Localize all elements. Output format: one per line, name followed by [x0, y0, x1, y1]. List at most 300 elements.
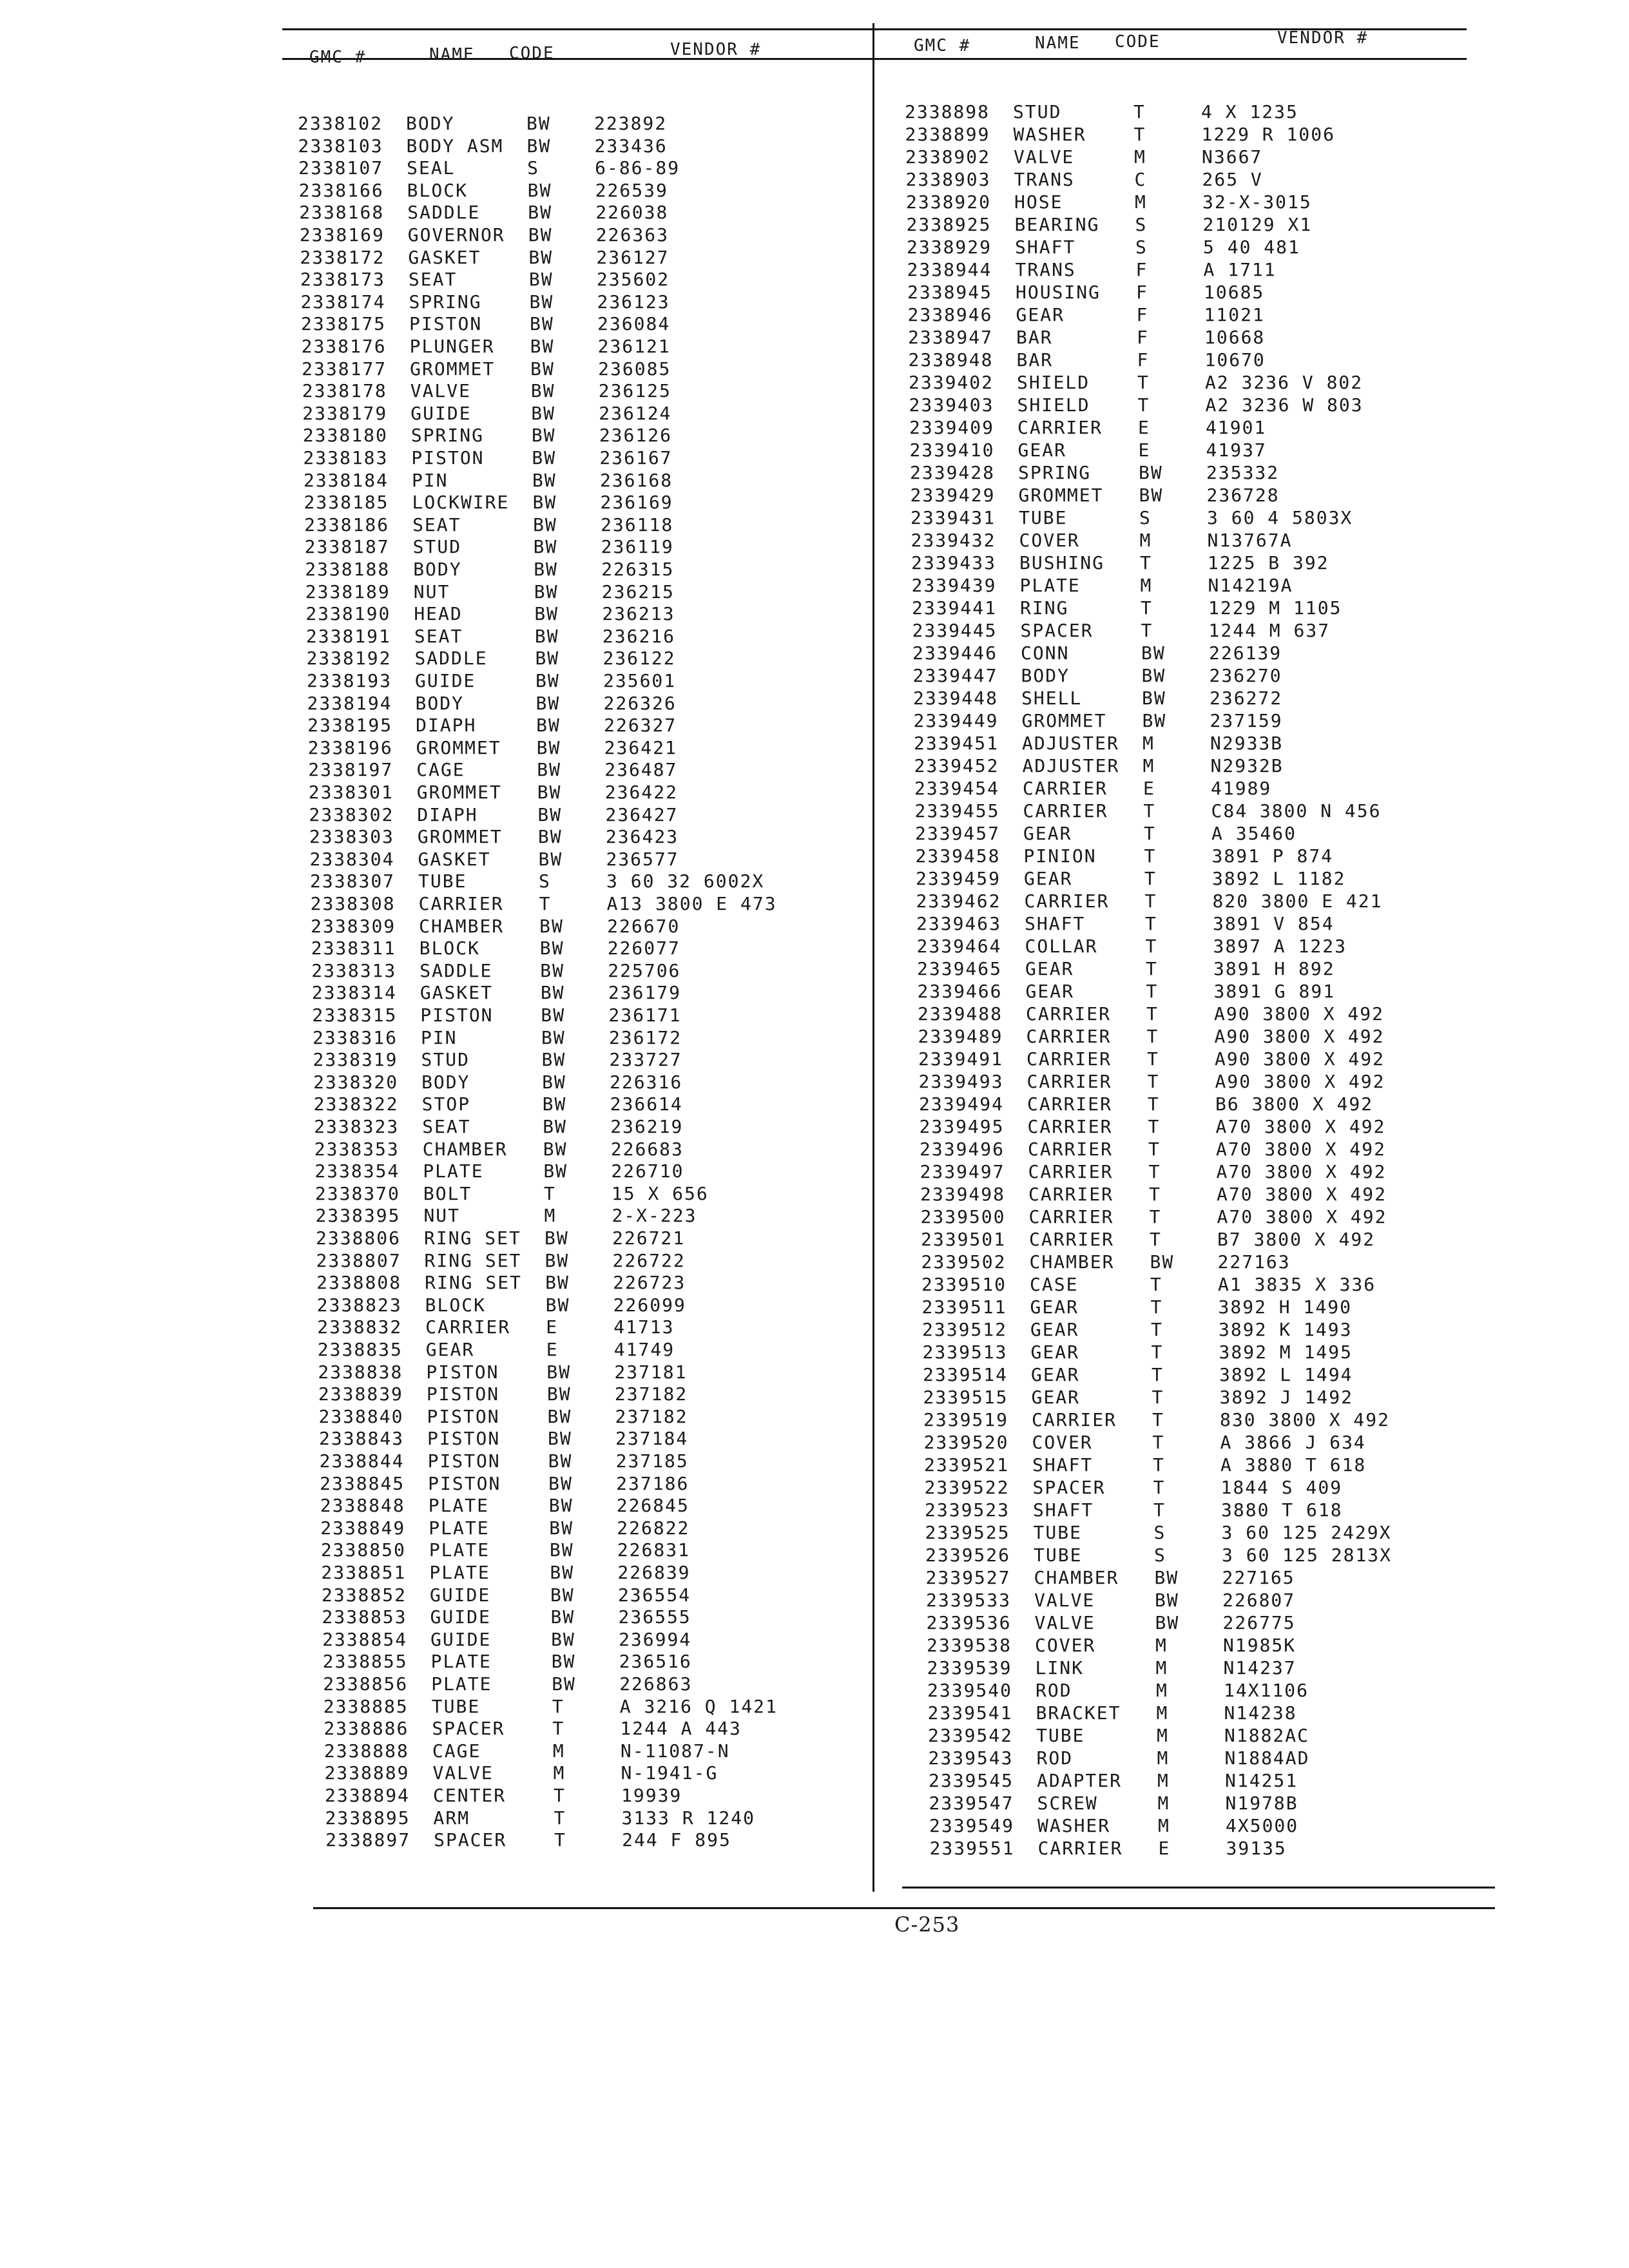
- vendor-code: M: [1134, 146, 1146, 168]
- vendor-number: A90 3800 X 492: [1214, 1026, 1385, 1047]
- vendor-number: 227163: [1217, 1251, 1291, 1273]
- vendor-code: E: [1138, 439, 1151, 461]
- gmc-number: 2338894: [325, 1785, 410, 1806]
- part-name: PISTON: [427, 1405, 500, 1427]
- part-name: BOLT: [423, 1182, 472, 1204]
- gmc-number: 2339458: [915, 845, 1001, 867]
- part-name: CHAMBER: [422, 1138, 508, 1160]
- gmc-number: 2339497: [920, 1161, 1005, 1182]
- vendor-code: BW: [543, 1160, 568, 1182]
- gmc-number: 2338395: [315, 1205, 401, 1227]
- part-name: SHAFT: [1033, 1499, 1094, 1521]
- part-name: RING SET: [425, 1272, 522, 1294]
- part-name: PINION: [1023, 845, 1097, 867]
- vendor-code: BW: [545, 1272, 570, 1294]
- vendor-code: BW: [532, 492, 557, 514]
- vendor-number: 226839: [617, 1562, 691, 1583]
- part-name: TUBE: [1033, 1522, 1082, 1543]
- vendor-code: BW: [552, 1673, 576, 1695]
- vendor-number: 1229 M 1105: [1208, 597, 1342, 619]
- vendor-number: 3892 L 1182: [1212, 868, 1346, 889]
- vendor-number: 39135: [1226, 1838, 1287, 1859]
- vendor-code: E: [1158, 1838, 1171, 1859]
- gmc-number: 2338889: [324, 1762, 410, 1784]
- vendor-code: BW: [530, 380, 555, 402]
- vendor-number: 210129 X1: [1202, 214, 1313, 235]
- vendor-number: 237184: [615, 1428, 689, 1450]
- gmc-number: 2338180: [302, 425, 388, 447]
- part-name: CARRIER: [1023, 800, 1108, 822]
- vendor-number: 3891 V 854: [1213, 913, 1335, 934]
- part-name: PISTON: [427, 1450, 501, 1472]
- vendor-number: 236219: [610, 1116, 684, 1137]
- gmc-number: 2339515: [923, 1387, 1008, 1408]
- part-name: GUIDE: [410, 402, 472, 424]
- gmc-number: 2338304: [309, 848, 395, 870]
- gmc-number: 2339496: [920, 1139, 1005, 1160]
- gmc-number: 2338948: [908, 349, 994, 370]
- part-name: CARRIER: [1028, 1206, 1114, 1227]
- vendor-number: 236216: [602, 625, 676, 647]
- part-name: CARRIER: [1037, 1838, 1123, 1859]
- gmc-number: 2338839: [318, 1383, 403, 1405]
- vendor-number: 4 X 1235: [1201, 101, 1298, 122]
- vendor-code: BW: [537, 803, 563, 825]
- gmc-number: 2339542: [928, 1725, 1014, 1746]
- vendor-code: BW: [547, 1405, 572, 1427]
- gmc-number: 2338316: [312, 1026, 398, 1048]
- vendor-code: BW: [528, 269, 554, 291]
- vendor-code: M: [1142, 755, 1155, 776]
- vendor-number: N1985K: [1223, 1635, 1296, 1656]
- part-name: PISTON: [426, 1361, 499, 1383]
- part-name: CARRIER: [1028, 1161, 1113, 1182]
- vendor-number: 236487: [604, 759, 678, 781]
- vendor-code: T: [1145, 936, 1158, 957]
- gmc-number: 2338189: [305, 581, 390, 602]
- vendor-code: T: [1148, 1161, 1161, 1182]
- vendor-code: T: [1149, 1206, 1162, 1227]
- vendor-code: T: [554, 1807, 566, 1829]
- gmc-number: 2339457: [915, 823, 1001, 844]
- gmc-number: 2338168: [299, 202, 385, 224]
- vendor-code: S: [1154, 1544, 1166, 1566]
- vendor-number: A 1711: [1203, 259, 1277, 280]
- vendor-number: 226822: [617, 1517, 690, 1539]
- part-name: GEAR: [1025, 981, 1074, 1002]
- part-name: PISTON: [409, 313, 483, 335]
- vendor-code: M: [553, 1762, 566, 1784]
- vendor-code: T: [1150, 1229, 1162, 1250]
- gmc-number: 2338840: [318, 1405, 404, 1427]
- part-name: GUIDE: [429, 1584, 491, 1606]
- gmc-number: 2338323: [314, 1116, 400, 1137]
- gmc-number: 2338806: [316, 1227, 401, 1249]
- vendor-code: F: [1136, 282, 1148, 303]
- vendor-number: 14X1106: [1224, 1680, 1309, 1701]
- part-name: STOP: [421, 1093, 471, 1115]
- gmc-number: 2338851: [321, 1562, 407, 1583]
- gmc-number: 2339429: [910, 485, 996, 506]
- vendor-code: BW: [528, 224, 553, 245]
- vendor-code: E: [1138, 417, 1150, 438]
- gmc-number: 2338322: [313, 1093, 399, 1115]
- gmc-number: 2338832: [317, 1316, 403, 1338]
- vendor-code: BW: [549, 1539, 574, 1561]
- vendor-number: 236577: [606, 848, 679, 870]
- gmc-number: 2338309: [311, 915, 396, 937]
- vendor-number: 15 X 656: [611, 1182, 709, 1204]
- vendor-code: BW: [542, 1093, 567, 1115]
- part-name: CARRIER: [1029, 1229, 1115, 1250]
- vendor-number: N-1941-G: [621, 1762, 718, 1784]
- vendor-number: 3880 T 618: [1221, 1499, 1343, 1521]
- part-name: SADDLE: [407, 202, 481, 224]
- part-name: STUD: [421, 1049, 470, 1071]
- vendor-code: BW: [542, 1071, 566, 1093]
- gmc-number: 2339502: [921, 1251, 1007, 1273]
- part-name: GROMMET: [416, 782, 502, 803]
- part-name: BODY: [415, 692, 464, 714]
- gmc-number: 2338838: [318, 1361, 403, 1383]
- vendor-number: 225706: [608, 959, 681, 981]
- vendor-number: 2-X-223: [612, 1205, 697, 1227]
- part-name: SPACER: [434, 1829, 507, 1851]
- gmc-number: 2339513: [922, 1341, 1008, 1363]
- vendor-code: T: [1150, 1296, 1163, 1318]
- part-name: BEARING: [1014, 214, 1100, 235]
- gmc-number: 2339500: [920, 1206, 1006, 1227]
- vendor-code: BW: [532, 469, 557, 491]
- part-name: PISTON: [427, 1428, 501, 1450]
- vendor-code: BW: [540, 982, 565, 1004]
- vendor-code: S: [527, 157, 539, 179]
- vendor-number: A1 3835 X 336: [1218, 1274, 1376, 1295]
- vendor-code: BW: [532, 447, 557, 468]
- vendor-number: 1844 S 409: [1220, 1477, 1343, 1498]
- vendor-number: 226670: [607, 915, 680, 937]
- vendor-code: BW: [526, 113, 551, 134]
- vendor-code: BW: [548, 1472, 573, 1494]
- vendor-number: 236427: [605, 803, 679, 825]
- vendor-number: 236179: [608, 982, 681, 1004]
- vendor-code: BW: [543, 1138, 568, 1160]
- part-name: COVER: [1019, 530, 1080, 551]
- vendor-number: 226721: [612, 1227, 686, 1249]
- vendor-code: T: [1147, 1071, 1160, 1092]
- part-name: CENTER: [433, 1785, 506, 1806]
- part-name: SEAT: [422, 1116, 471, 1137]
- part-name: TUBE: [1019, 507, 1068, 528]
- gmc-number: 2339540: [927, 1680, 1013, 1701]
- part-name: CARRIER: [425, 1316, 511, 1338]
- gmc-number: 2339551: [929, 1838, 1015, 1859]
- gmc-number: 2338807: [316, 1249, 401, 1271]
- gmc-number: 2339522: [924, 1477, 1010, 1498]
- vendor-number: 226327: [604, 715, 677, 736]
- part-name: GROMMET: [410, 358, 496, 380]
- gmc-number: 2338191: [305, 625, 391, 647]
- vendor-number: 236169: [600, 492, 673, 514]
- part-name: BODY: [421, 1071, 470, 1093]
- part-name: SHAFT: [1015, 236, 1076, 258]
- gmc-number: 2338175: [301, 313, 387, 335]
- vendor-number: 227165: [1222, 1567, 1295, 1588]
- left-header-name: NAME: [429, 45, 475, 64]
- part-name: PISTON: [426, 1383, 500, 1405]
- vendor-code: T: [1150, 1274, 1162, 1295]
- part-name: CARRIER: [1027, 1048, 1112, 1070]
- vendor-code: T: [554, 1785, 566, 1806]
- part-name: CARRIER: [1028, 1184, 1114, 1205]
- part-name: PISTON: [428, 1472, 501, 1494]
- vendor-number: 236516: [619, 1651, 692, 1673]
- gmc-number: 2338194: [307, 692, 392, 714]
- part-name: GROMMET: [1018, 485, 1104, 506]
- gmc-number: 2339466: [917, 981, 1003, 1002]
- vendor-number: 236555: [618, 1606, 691, 1628]
- vendor-number: 19939: [621, 1785, 682, 1806]
- vendor-number: 237159: [1210, 710, 1283, 731]
- vendor-code: BW: [535, 670, 560, 691]
- part-name: RING SET: [424, 1227, 521, 1249]
- vendor-number: N2933B: [1210, 733, 1284, 754]
- vendor-number: N1978B: [1225, 1792, 1298, 1814]
- gmc-number: 2338169: [299, 224, 385, 245]
- part-name: CARRIER: [1026, 1003, 1112, 1024]
- vendor-code: T: [1144, 890, 1157, 912]
- vendor-code: T: [552, 1718, 565, 1740]
- gmc-number: 2338856: [323, 1673, 409, 1695]
- vendor-number: 235332: [1206, 462, 1280, 483]
- part-name: GROMMET: [416, 736, 501, 758]
- vendor-number: N1884AD: [1224, 1747, 1310, 1769]
- gmc-number: 2339538: [927, 1635, 1012, 1656]
- vendor-code: BW: [1155, 1590, 1179, 1611]
- vendor-code: E: [546, 1316, 559, 1338]
- vendor-code: E: [546, 1339, 559, 1360]
- vendor-code: T: [1143, 800, 1156, 822]
- vendor-number: A13 3800 E 473: [606, 893, 777, 914]
- gmc-number: 2338899: [905, 124, 990, 145]
- vendor-code: M: [1155, 1635, 1168, 1656]
- vendor-number: 3892 J 1492: [1219, 1387, 1353, 1408]
- gmc-number: 2338855: [322, 1651, 408, 1673]
- vendor-code: M: [1155, 1657, 1168, 1678]
- part-name: SPACER: [432, 1718, 505, 1740]
- vendor-number: 820 3800 E 421: [1212, 890, 1383, 912]
- part-name: HEAD: [414, 603, 463, 625]
- part-name: PLATE: [430, 1651, 492, 1673]
- vendor-number: 236085: [598, 358, 671, 380]
- vendor-number: 4X5000: [1226, 1815, 1299, 1836]
- vendor-number: 1244 M 637: [1208, 620, 1331, 641]
- vendor-code: E: [1143, 778, 1155, 799]
- vendor-code: F: [1137, 327, 1149, 348]
- vendor-code: BW: [1141, 642, 1166, 664]
- vendor-number: 226315: [601, 559, 675, 580]
- part-name: BLOCK: [419, 937, 481, 959]
- part-name: GEAR: [1023, 823, 1072, 844]
- vendor-code: M: [1140, 575, 1153, 596]
- gmc-number: 2338172: [300, 246, 385, 268]
- vendor-code: BW: [537, 782, 562, 803]
- part-name: NUT: [413, 581, 450, 602]
- vendor-code: T: [552, 1695, 564, 1717]
- vendor-code: T: [1133, 101, 1146, 122]
- part-name: WASHER: [1037, 1815, 1111, 1836]
- vendor-code: BW: [541, 1004, 566, 1026]
- vendor-code: BW: [534, 559, 558, 580]
- gmc-number: 2339451: [914, 733, 999, 754]
- gmc-number: 2338843: [319, 1428, 405, 1450]
- vendor-code: T: [1151, 1319, 1163, 1340]
- part-name: CARRIER: [418, 893, 504, 914]
- vendor-code: M: [544, 1205, 557, 1227]
- gmc-number: 2338311: [311, 937, 396, 959]
- vendor-code: F: [1137, 349, 1150, 370]
- vendor-number: 236270: [1209, 665, 1282, 686]
- part-name: GEAR: [1031, 1387, 1080, 1408]
- vendor-number: 1229 R 1006: [1201, 124, 1335, 145]
- gmc-number: 2338187: [304, 536, 390, 558]
- vendor-code: BW: [533, 536, 558, 558]
- part-name: DIAPH: [416, 715, 477, 736]
- part-name: RING SET: [424, 1249, 522, 1271]
- vendor-code: T: [1137, 372, 1150, 393]
- right-bottom-rule: [902, 1887, 1495, 1888]
- vendor-code: BW: [534, 603, 559, 625]
- part-name: SEAT: [408, 269, 458, 291]
- part-name: GUIDE: [430, 1628, 492, 1650]
- vendor-code: BW: [535, 692, 561, 714]
- part-name: GEAR: [1017, 439, 1066, 461]
- vendor-number: 236121: [597, 336, 671, 357]
- vendor-number: 1225 B 392: [1208, 552, 1329, 573]
- gmc-number: 2339463: [916, 913, 1002, 934]
- part-name: TUBE: [1034, 1544, 1083, 1566]
- vendor-number: 236215: [601, 581, 675, 602]
- vendor-code: BW: [539, 915, 564, 937]
- vendor-number: 226845: [616, 1495, 689, 1517]
- part-name: BODY: [406, 113, 455, 134]
- vendor-number: 41749: [613, 1339, 675, 1360]
- vendor-code: BW: [528, 202, 552, 224]
- vendor-number: 226139: [1209, 642, 1282, 664]
- vendor-number: 236118: [601, 514, 674, 535]
- vendor-code: M: [1158, 1815, 1170, 1836]
- vendor-code: T: [1152, 1364, 1164, 1385]
- vendor-code: BW: [1155, 1612, 1180, 1633]
- vendor-number: 244 F 895: [622, 1829, 731, 1851]
- gmc-number: 2338320: [313, 1071, 399, 1093]
- part-name: CHAMBER: [419, 915, 505, 937]
- page-number: C-253: [894, 1912, 960, 1937]
- vendor-code: BW: [551, 1651, 576, 1673]
- gmc-number: 2339459: [916, 868, 1001, 889]
- gmc-number: 2339536: [926, 1612, 1012, 1633]
- vendor-code: BW: [537, 759, 561, 781]
- vendor-number: 237181: [614, 1361, 688, 1383]
- vendor-number: N-11087-N: [620, 1740, 730, 1762]
- vendor-code: BW: [537, 826, 563, 848]
- part-name: GEAR: [1031, 1364, 1080, 1385]
- vendor-code: BW: [538, 848, 563, 870]
- gmc-number: 2339547: [929, 1792, 1014, 1814]
- vendor-code: M: [1156, 1702, 1169, 1724]
- vendor-number: 236423: [605, 826, 679, 848]
- part-name: COVER: [1032, 1432, 1093, 1453]
- gmc-number: 2338315: [312, 1004, 398, 1026]
- vendor-code: BW: [531, 425, 556, 447]
- part-name: SADDLE: [419, 959, 493, 981]
- gmc-number: 2338308: [310, 893, 396, 914]
- part-name: TUBE: [418, 870, 467, 892]
- vendor-number: 41713: [613, 1316, 675, 1338]
- part-name: BLOCK: [407, 179, 468, 201]
- vendor-code: BW: [548, 1428, 572, 1450]
- part-name: CARRIER: [1024, 890, 1110, 912]
- part-name: PISTON: [420, 1004, 494, 1026]
- part-name: SPRING: [410, 425, 484, 447]
- vendor-code: S: [1135, 214, 1148, 235]
- vendor-code: M: [1157, 1725, 1169, 1746]
- vendor-number: A2 3236 W 803: [1205, 394, 1364, 416]
- part-name: SEAT: [414, 625, 463, 647]
- gmc-number: 2339488: [918, 1003, 1003, 1024]
- part-name: LINK: [1035, 1657, 1084, 1678]
- vendor-code: T: [1145, 913, 1157, 934]
- vendor-number: 236084: [597, 313, 671, 335]
- part-name: TRANS: [1014, 169, 1075, 190]
- vendor-number: 226775: [1222, 1612, 1296, 1633]
- right-header-gmc: GMC #: [914, 36, 971, 55]
- gmc-number: 2338196: [307, 736, 393, 758]
- vendor-code: T: [1144, 868, 1157, 889]
- vendor-number: 41989: [1211, 778, 1272, 799]
- part-name: LOCKWIRE: [412, 492, 510, 514]
- vendor-code: M: [1139, 530, 1152, 551]
- part-name: CARRIER: [1026, 1026, 1112, 1047]
- vendor-code: T: [1146, 1003, 1159, 1024]
- vendor-code: BW: [536, 736, 561, 758]
- vendor-number: A90 3800 X 492: [1214, 1003, 1385, 1024]
- vendor-number: 236172: [608, 1026, 682, 1048]
- vendor-code: T: [1137, 394, 1150, 416]
- vendor-number: 236728: [1206, 485, 1280, 506]
- vendor-number: 3891 G 891: [1213, 981, 1336, 1002]
- vendor-code: BW: [534, 581, 559, 602]
- vendor-code: BW: [541, 1049, 566, 1071]
- part-name: DIAPH: [417, 803, 478, 825]
- part-name: GEAR: [425, 1339, 475, 1360]
- vendor-code: BW: [543, 1116, 567, 1137]
- vendor-number: A70 3800 X 492: [1216, 1161, 1387, 1182]
- vendor-code: BW: [533, 514, 557, 535]
- vendor-number: A90 3800 X 492: [1215, 1048, 1385, 1070]
- part-name: VALVE: [1014, 146, 1075, 168]
- part-name: SHELL: [1021, 687, 1083, 709]
- vendor-code: T: [1148, 1139, 1161, 1160]
- gmc-number: 2339454: [914, 778, 1000, 799]
- part-name: SHAFT: [1032, 1454, 1094, 1475]
- gmc-number: 2339489: [918, 1026, 1003, 1047]
- part-name: BODY ASM: [406, 135, 504, 157]
- vendor-number: 10668: [1204, 327, 1266, 348]
- vendor-number: 235602: [596, 269, 670, 291]
- gmc-number: 2339439: [911, 575, 997, 596]
- part-name: ADAPTER: [1037, 1770, 1123, 1791]
